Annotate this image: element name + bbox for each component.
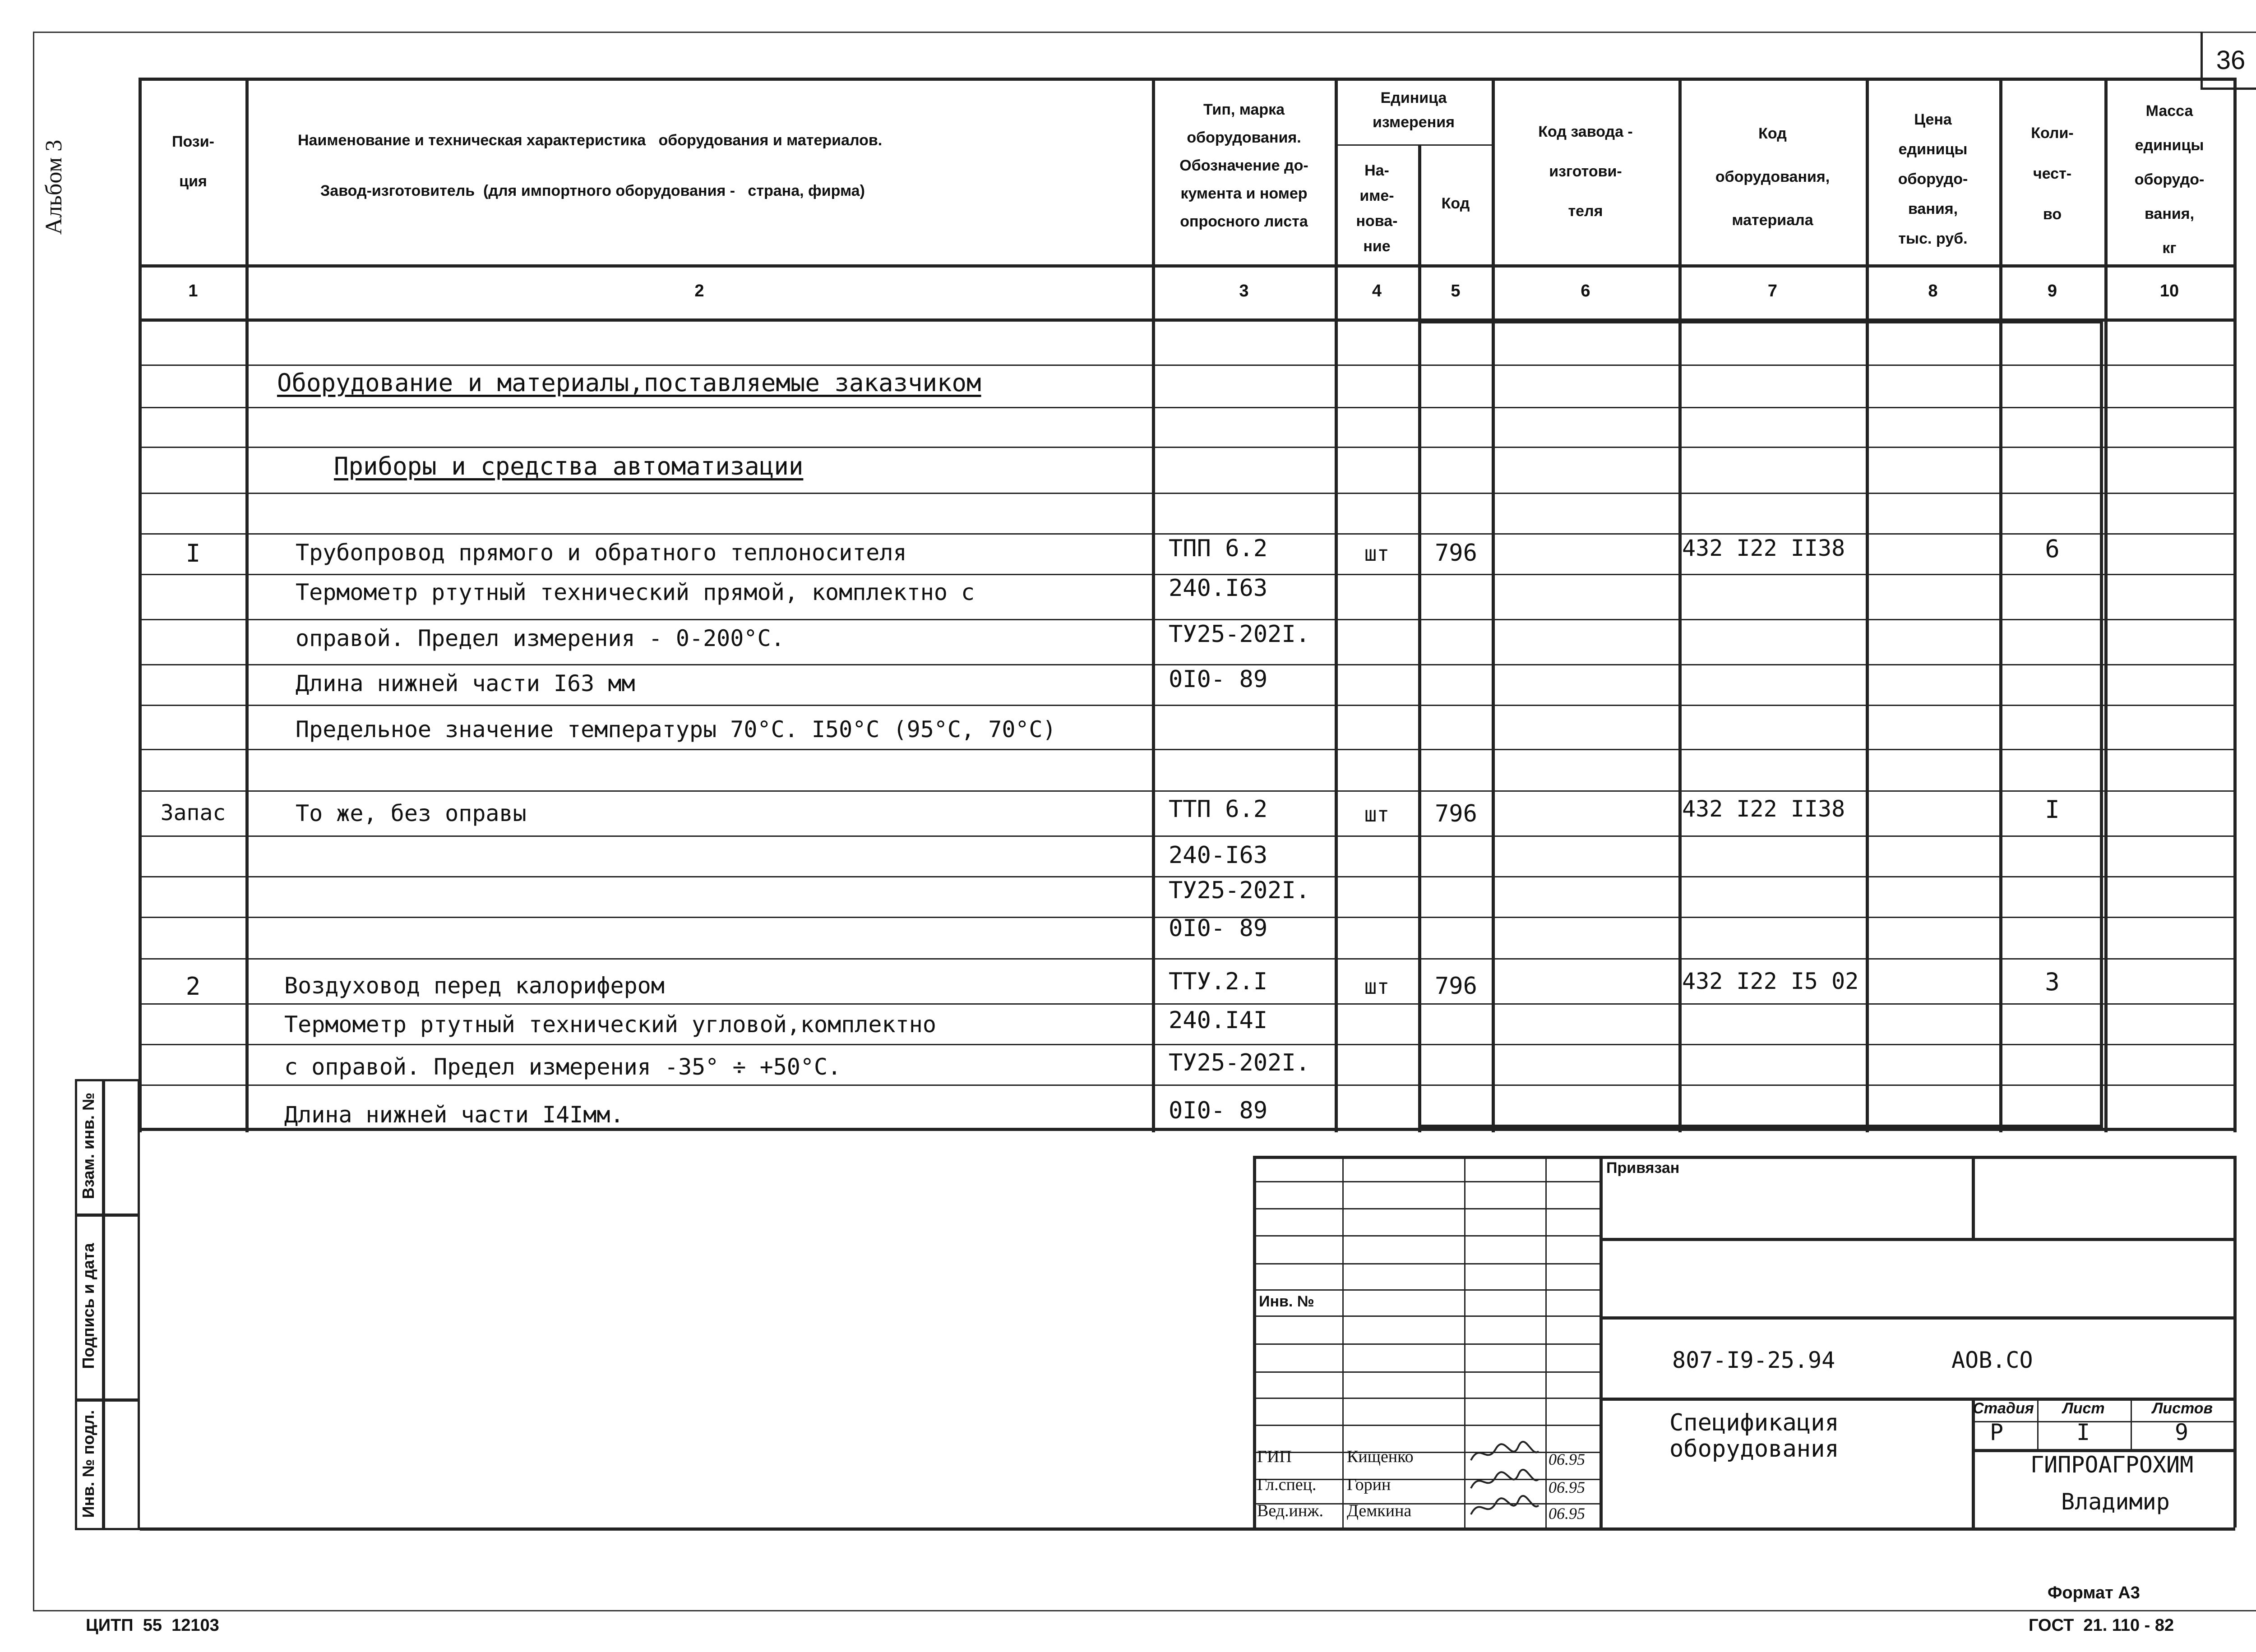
tb-hline: [1254, 1181, 1600, 1182]
page-number: 36: [2216, 46, 2246, 75]
drawing-bottom-line: [140, 1527, 2235, 1531]
sheets-value: 9: [2175, 1419, 2189, 1445]
col-line-2: [1152, 78, 1155, 1132]
row-equipment-code: 432 I22 II38: [1682, 535, 1845, 561]
tb-hline: [1254, 1208, 1600, 1209]
row-quantity: 3: [2045, 968, 2060, 996]
row-unit-code: 796: [1435, 540, 1477, 567]
citp-label: ЦИТП 55 12103: [86, 1616, 219, 1635]
row-quantity: 6: [2045, 535, 2060, 563]
header-name-line1: Наименование и техническая характеристика оборудования и материалов.: [298, 132, 883, 149]
person-name: Кищенко: [1347, 1447, 1414, 1466]
header-unit-name: На- име- нова- ние: [1356, 162, 1398, 255]
row-type: 0I0- 89: [1169, 1097, 1268, 1124]
row-type: ТПП 6.2: [1169, 535, 1268, 562]
row-equipment-code: 432 I22 I5 02: [1682, 968, 1859, 994]
title-right-line: [2233, 1156, 2237, 1527]
row-type: ТТП 6.2: [1169, 796, 1268, 823]
header-unit-code: Код: [1441, 195, 1470, 212]
header-name-line2: Завод-изготовитель (для импортного оборудования - страна, фирма): [320, 182, 865, 199]
doc-code: 807-I9-25.94: [1672, 1347, 1835, 1373]
row-quantity: I: [2045, 795, 2060, 824]
tb-stage-hline: [1972, 1421, 2233, 1422]
person-role: ГИП: [1257, 1447, 1292, 1466]
row-name: Длина нижней части I4Iмм.: [284, 1102, 624, 1128]
doc-mark: АОВ.СО: [1951, 1347, 2033, 1373]
sheet-label: Лист: [2062, 1400, 2105, 1417]
tb-vline: [1545, 1156, 1547, 1527]
person-role: Гл.спец.: [1257, 1475, 1317, 1494]
org-city: Владимир: [2061, 1489, 2170, 1515]
header-type: Тип, марка оборудования. Обозначение до- кумента и номер опросного листа: [1179, 101, 1308, 230]
row-position: Запас: [160, 800, 226, 826]
row-type: ТТУ.2.I: [1169, 968, 1268, 995]
side-stamp-divider: [102, 1079, 105, 1530]
row-name: Длина нижней части I63 мм: [296, 670, 635, 697]
colnum-10: 10: [2159, 281, 2179, 300]
tb-hline: [1254, 1235, 1600, 1237]
row-position: I: [185, 539, 201, 568]
row-type: 240.I63: [1169, 575, 1268, 602]
person-name: Демкина: [1347, 1501, 1412, 1520]
colnum-1: 1: [188, 281, 198, 300]
tb-hline: [1254, 1343, 1600, 1345]
side-vzam-label: Взам. инв. №: [79, 1092, 97, 1200]
org-name: ГИПРОАГРОХИМ: [2030, 1452, 2194, 1478]
row-unit: шт: [1364, 541, 1390, 566]
side-inv-podl-label: Инв. № подл.: [79, 1410, 97, 1518]
colnum-8: 8: [1928, 281, 1938, 300]
col-line-10: [2233, 78, 2237, 1132]
title-top-line: [1254, 1156, 2233, 1159]
album-label: Альбом 3: [41, 139, 67, 235]
row-equipment-code: 432 I22 II38: [1682, 796, 1845, 822]
header-position: Пози- ция: [172, 133, 214, 190]
format-label: Формат А3: [2048, 1583, 2140, 1602]
tb-hline: [1254, 1289, 1600, 1291]
sheet-value: I: [2076, 1419, 2090, 1445]
header-price: Цена единицы оборудо- вания, тыс. руб.: [1898, 111, 1968, 247]
inv-no-label: Инв. №: [1259, 1293, 1314, 1310]
row-name: оправой. Предел измерения - 0-200°С.: [296, 625, 785, 651]
header-mass: Масса единицы оборудо- вания, кг: [2134, 102, 2205, 257]
tb-vline: [1600, 1156, 1603, 1527]
row-name: То же, без оправы: [296, 800, 527, 826]
person-role: Вед.инж.: [1257, 1501, 1323, 1520]
person-date: 06.95: [1549, 1478, 1585, 1496]
stage-label: Стадия: [1973, 1400, 2034, 1417]
side-podpis-label: Подпись и дата: [79, 1243, 97, 1369]
header-factory-code: Код завода - изготови- теля: [1538, 123, 1633, 220]
row-type: 0I0- 89: [1169, 915, 1268, 942]
row-unit: шт: [1364, 802, 1390, 826]
row-type: ТУ25-202I.: [1169, 1049, 1310, 1076]
colnum-4: 4: [1372, 281, 1382, 300]
signature-icon: [1469, 1494, 1541, 1526]
section-title: Оборудование и материалы,поставляемые заказчиком: [277, 369, 981, 397]
row-unit: шт: [1364, 974, 1390, 999]
row-name: Воздуховод перед калорифером: [284, 973, 665, 999]
colnum-7: 7: [1767, 281, 1778, 300]
header-quantity: Коли- чест- во: [2031, 125, 2074, 223]
tb-hline: [1254, 1263, 1600, 1264]
tb-right-hline: [1600, 1316, 2233, 1320]
row-name: с оправой. Предел измерения -35° ÷ +50°С.: [284, 1054, 841, 1080]
person-date: 06.95: [1549, 1504, 1585, 1523]
colnum-3: 3: [1239, 281, 1249, 300]
stage-value: Р: [1990, 1419, 2004, 1445]
table-top-line: [140, 78, 2233, 81]
bold-area-frame: [1418, 320, 2103, 1128]
colnum-5: 5: [1451, 281, 1461, 300]
tb-vline: [1342, 1156, 1344, 1527]
tb-right-vline: [1972, 1156, 1975, 1238]
header-unit-group-title: Единица измерения: [1373, 89, 1455, 131]
header-equipment-code: Код оборудования, материала: [1715, 125, 1830, 229]
unit-group-line: [1336, 144, 1493, 146]
tb-right-hline: [1600, 1238, 2233, 1241]
colnum-6: 6: [1581, 281, 1590, 300]
table-bottom-line: [140, 1128, 2233, 1131]
row-name: Термометр ртутный технический прямой, комплектно с: [296, 579, 975, 605]
person-name: Горин: [1347, 1475, 1391, 1494]
row-name: Термометр ртутный технический угловой,комплектно: [284, 1011, 936, 1038]
row-unit-code: 796: [1435, 973, 1477, 1000]
tb-hline: [1254, 1371, 1600, 1373]
row-name: Предельное значение температуры 70°С. I50°С (95°С, 70°С): [296, 716, 1056, 743]
row-type: ТУ25-202I.: [1169, 621, 1310, 648]
tb-vline: [1464, 1156, 1465, 1527]
sheets-label: Листов: [2152, 1400, 2213, 1417]
gost-label: ГОСТ 21. 110 - 82: [2029, 1616, 2174, 1635]
colnum-2: 2: [694, 281, 704, 300]
row-type: ТУ25-202I.: [1169, 877, 1310, 904]
row-type: 240-I63: [1169, 842, 1268, 869]
title-left-line: [1253, 1156, 1256, 1527]
row-unit-code: 796: [1435, 800, 1477, 827]
tb-hline: [1254, 1315, 1600, 1317]
person-date: 06.95: [1549, 1450, 1585, 1468]
privyazan-label: Привязан: [1606, 1159, 1680, 1177]
row-position: 2: [185, 972, 201, 1001]
row-type: 0I0- 89: [1169, 666, 1268, 693]
tb-hline: [1254, 1425, 1600, 1426]
tb-hline: [1254, 1398, 1600, 1399]
subsection-title: Приборы и средства автоматизации: [334, 452, 804, 480]
colnum-9: 9: [2047, 281, 2057, 300]
header-bottom-line: [140, 264, 2233, 268]
row-name: Трубопровод прямого и обратного теплоносителя: [296, 540, 907, 566]
signature-icon: [1469, 1440, 1541, 1472]
row-type: 240.I4I: [1169, 1007, 1268, 1034]
doc-title: Спецификация оборудования: [1669, 1409, 1839, 1463]
